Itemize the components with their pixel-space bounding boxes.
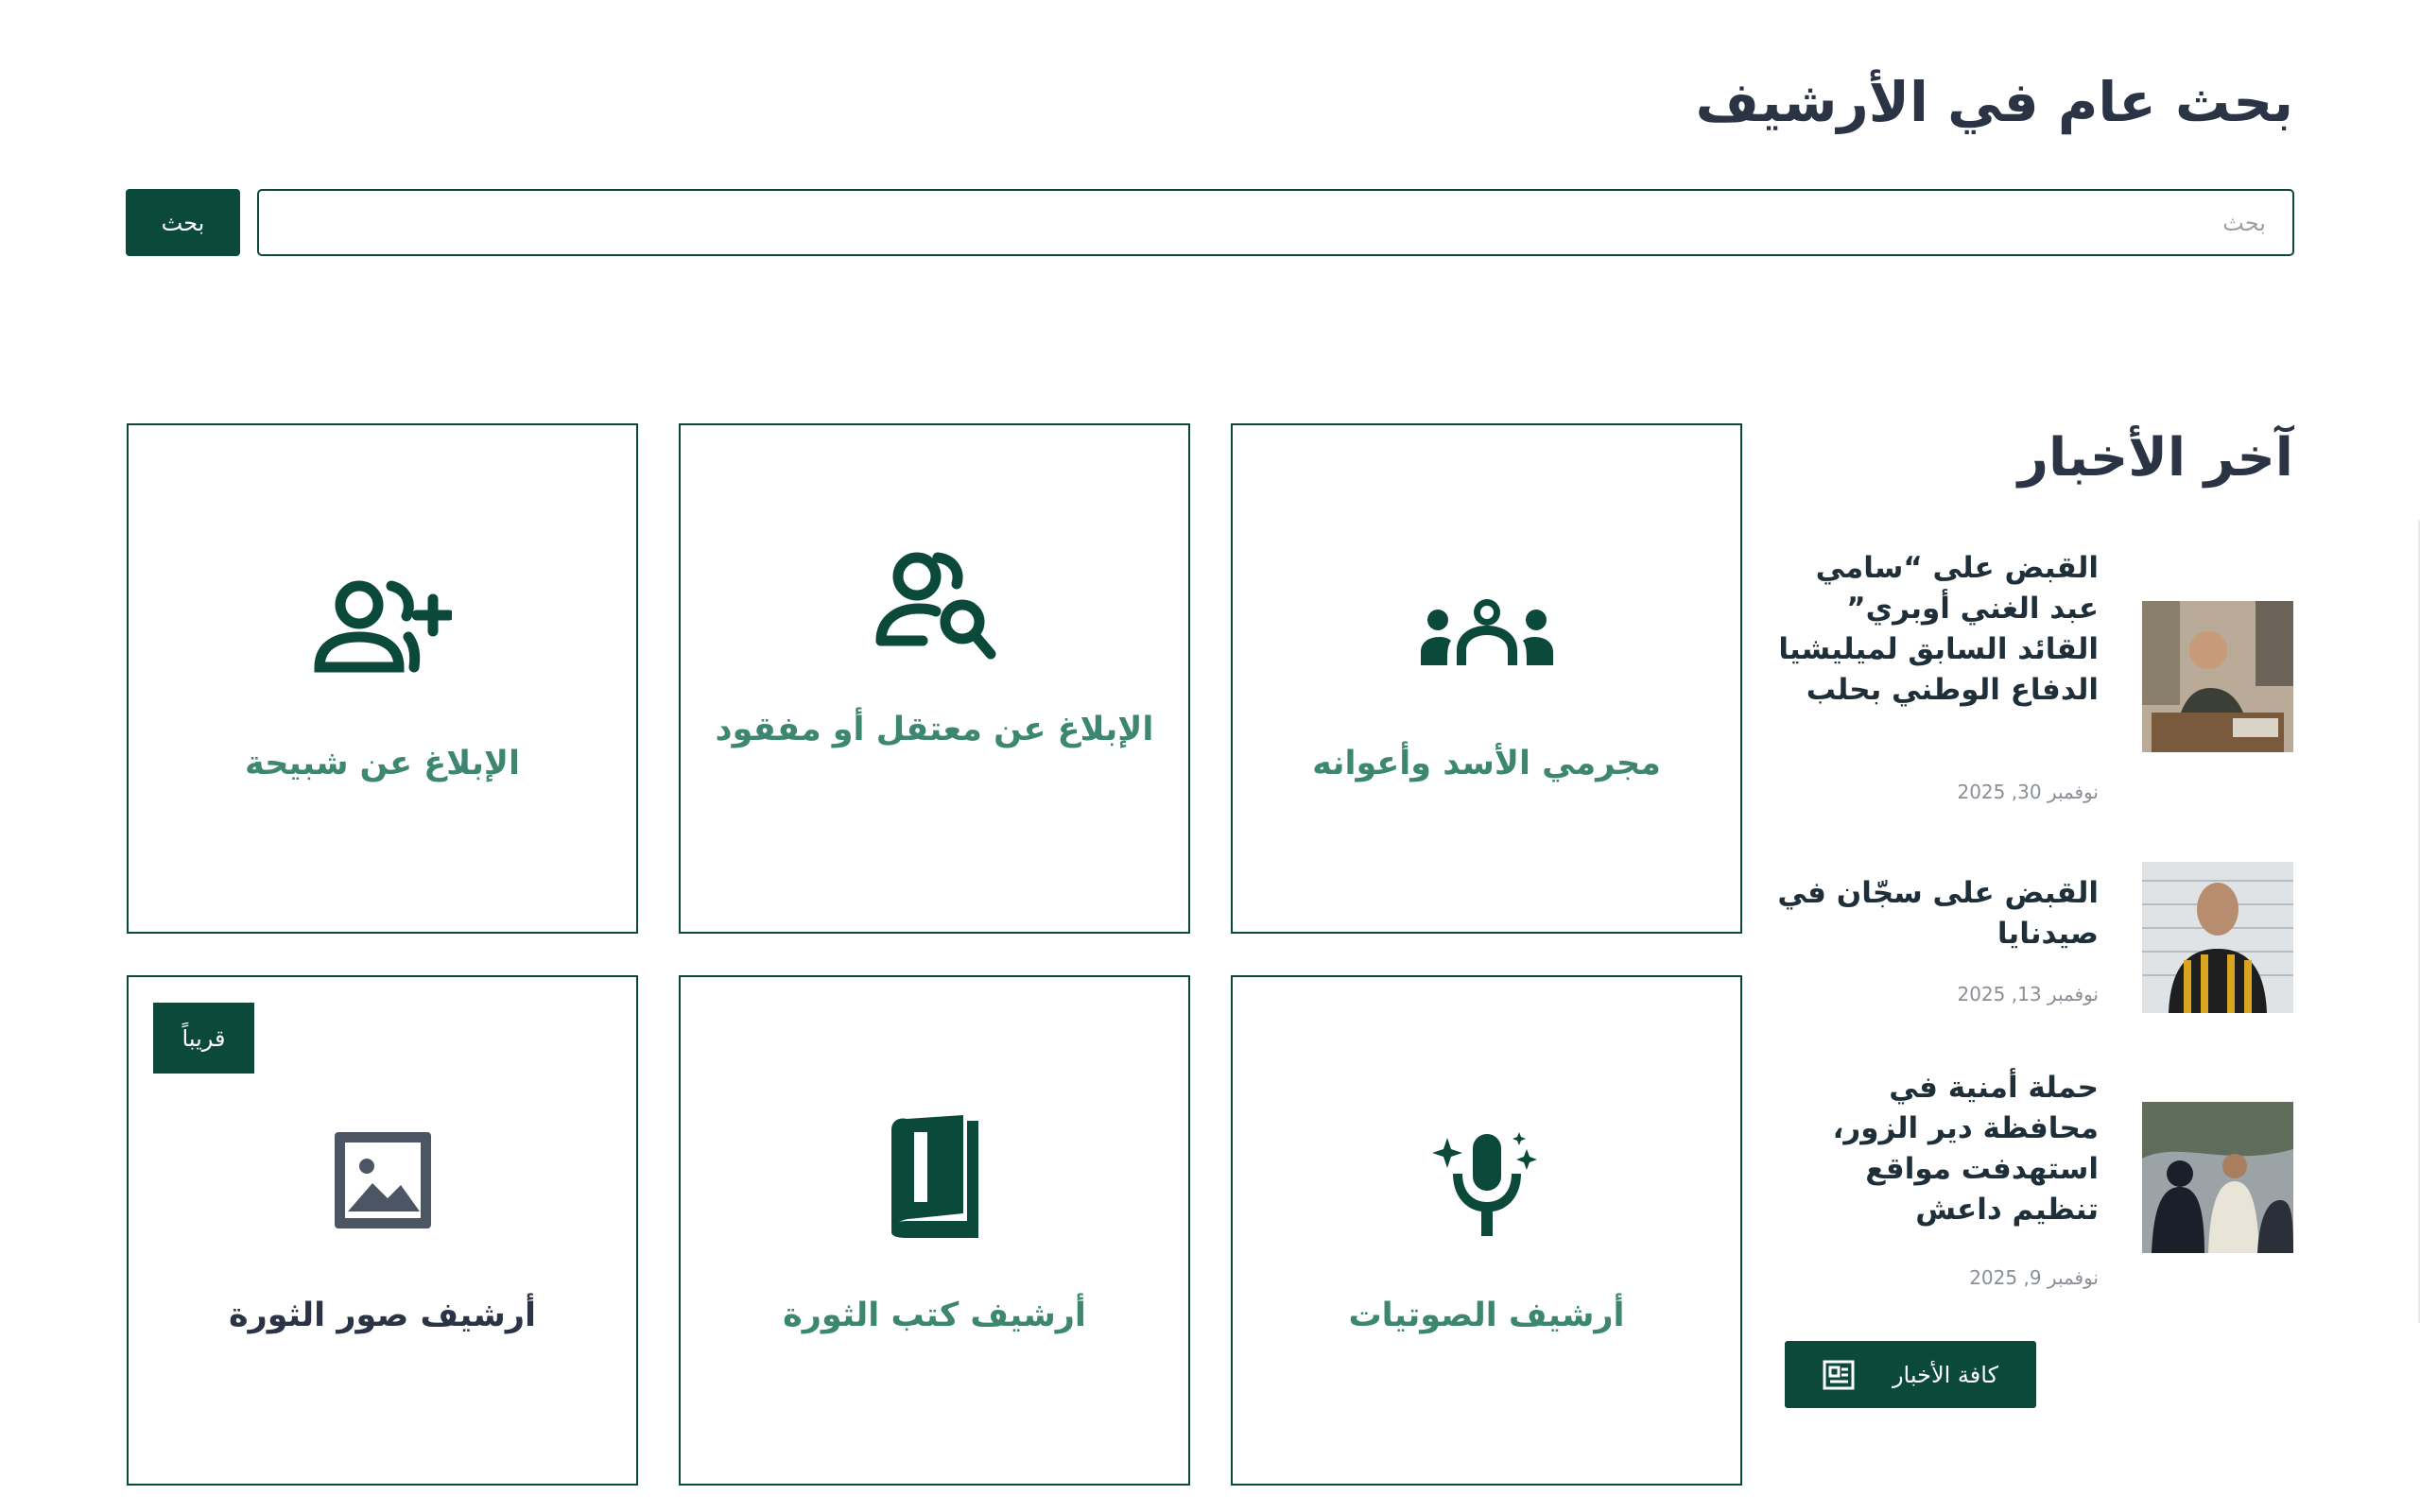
news-thumbnail[interactable] (2142, 1102, 2293, 1253)
coming-soon-badge: قريباً (153, 1003, 254, 1074)
news-date: نوفمبر 30, 2025 (1957, 781, 2099, 803)
news-headline[interactable]: حملة أمنية في محافظة دير الزور، استهدفت مواقع تنظيم داعش (1832, 1071, 2099, 1227)
news-headline[interactable]: القبض على سجّان في صيدنايا (1777, 876, 2099, 951)
card-label: أرشيف الصوتيات (1348, 1297, 1625, 1334)
news-section-title: آخر الأخبار (2017, 427, 2293, 489)
news-item (1764, 862, 2293, 1013)
newspaper-icon (1823, 1360, 1855, 1390)
card-label: أرشيف صور الثورة (229, 1297, 536, 1334)
user-add-icon (314, 578, 452, 673)
news-item (1764, 548, 2293, 813)
news-item (1764, 1068, 2293, 1304)
book-icon (888, 1115, 982, 1238)
news-date: نوفمبر 9, 2025 (1969, 1266, 2099, 1289)
card-photos-archive[interactable] (127, 975, 638, 1486)
card-report-shabiha[interactable] (127, 423, 638, 934)
group-icon (1419, 593, 1555, 665)
microphone-icon (1430, 1130, 1544, 1242)
search-input[interactable] (257, 189, 2294, 256)
image-icon (331, 1128, 435, 1232)
card-books-archive[interactable] (679, 975, 1190, 1486)
card-assad-criminals[interactable] (1231, 423, 1742, 934)
page-title: بحث عام في الأرشيف (1695, 70, 2293, 134)
news-headline[interactable]: القبض على “سامي عبد الغني أوبري” القائد السابق لميليشيا الدفاع الوطني بحلب (1778, 551, 2099, 707)
search-button[interactable]: بحث (126, 189, 240, 256)
all-news-label: كافة الأخبار (1892, 1361, 1999, 1388)
news-thumbnail[interactable] (2142, 601, 2293, 752)
card-audio-archive[interactable] (1231, 975, 1742, 1486)
card-label: الإبلاغ عن شبيحة (245, 745, 520, 782)
news-thumbnail[interactable] (2142, 862, 2293, 1013)
card-label: أرشيف كتب الثورة (783, 1297, 1086, 1334)
card-label: مجرمي الأسد وأعوانه (1312, 745, 1661, 782)
card-report-detainee[interactable] (679, 423, 1190, 934)
news-date: نوفمبر 13, 2025 (1957, 983, 2099, 1005)
user-search-icon (873, 550, 996, 662)
all-news-button[interactable] (1785, 1341, 2036, 1408)
card-label: الإبلاغ عن معتقل أو مفقود (715, 711, 1154, 748)
